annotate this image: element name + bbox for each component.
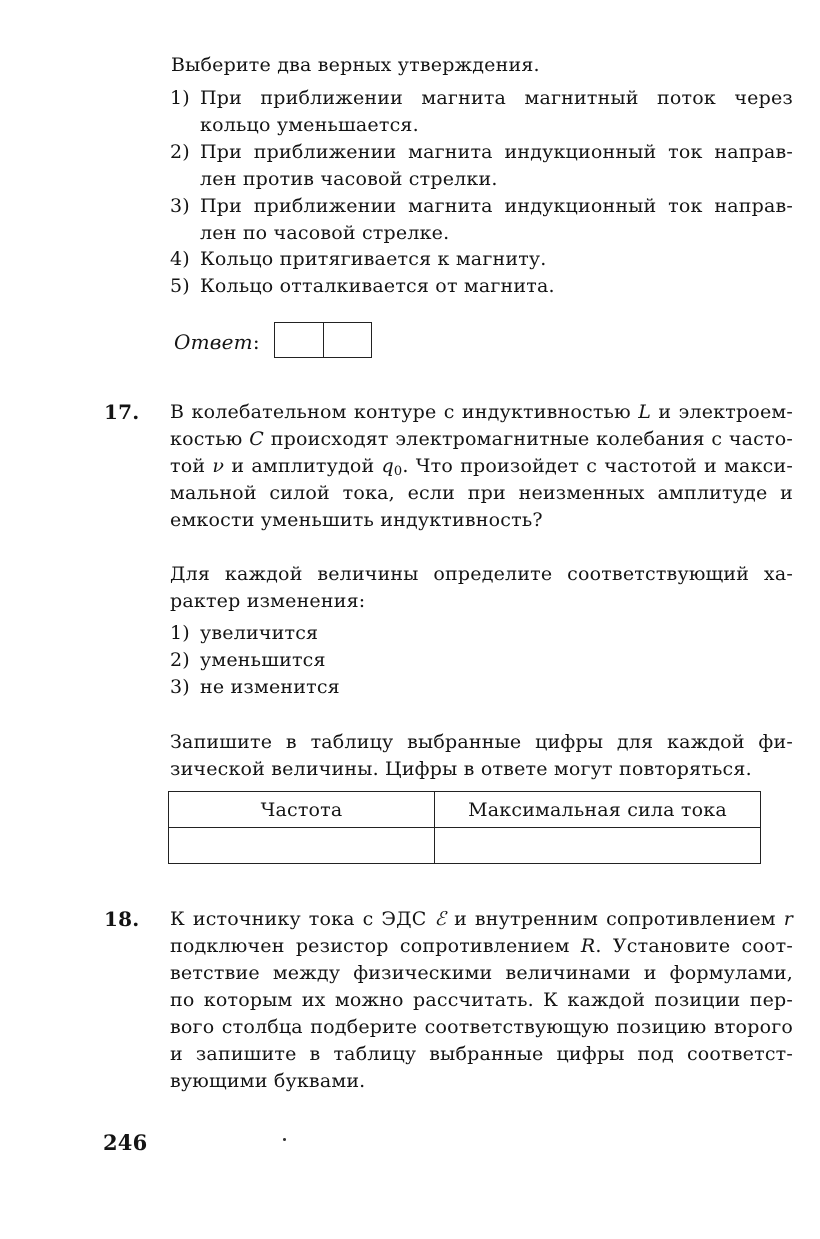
print-speck xyxy=(283,1138,286,1141)
table-header-cell: Частота xyxy=(169,792,435,828)
question-number: 17. xyxy=(104,400,140,424)
q17-text-line: емкости уменьшить индуктивность? xyxy=(170,509,543,531)
q16-option-number: 1) xyxy=(170,87,190,109)
page-number: 246 xyxy=(103,1130,148,1155)
change-option-label: уменьшится xyxy=(200,649,326,671)
q17-write-line: Запишите в таблицу выбранные цифры для каждой фи- xyxy=(170,731,793,753)
q16-option-text: лен против часовой стрелки. xyxy=(200,168,498,190)
table-answer-row xyxy=(169,828,761,864)
q17-write-line: зической величины. Цифры в ответе могут повторяться. xyxy=(170,758,752,780)
q17-text-line: той ν и амплитудой $q_0$. Что произойдет с частотой и макси- xyxy=(170,455,793,479)
answer-box[interactable] xyxy=(274,322,372,358)
q18-text-line: вующими буквами. xyxy=(170,1070,366,1092)
q16-option-number: 2) xyxy=(170,141,190,163)
q18-text-line: по которым их можно рассчитать. К каждой позиции пер- xyxy=(170,989,793,1011)
q18-text-line: К источнику тока с ЭДС ℰ и внутренним сопротивлением r xyxy=(170,908,793,930)
q17-instruction-line: рактер изменения: xyxy=(170,590,366,612)
q16-option-text: лен по часовой стрелке. xyxy=(200,222,450,244)
q16-option-text: Кольцо отталкивается от магнита. xyxy=(200,275,555,297)
q16-option-number: 4) xyxy=(170,248,190,270)
q16-option-text: кольцо уменьшается. xyxy=(200,114,419,136)
change-option-number: 3) xyxy=(170,676,190,698)
change-option-label: увеличится xyxy=(200,622,319,644)
q18-text-line: подключен резистор сопротивлением R. Установите соот- xyxy=(170,935,793,957)
table-answer-cell[interactable] xyxy=(169,828,435,864)
answer-cell[interactable] xyxy=(275,323,323,357)
change-option-label: не изменится xyxy=(200,676,340,698)
q16-option-text: При приближении магнита индукционный ток направ- xyxy=(200,195,793,217)
answer-table xyxy=(168,791,761,864)
change-option-number: 1) xyxy=(170,622,190,644)
answer-cell[interactable] xyxy=(323,323,372,357)
q16-instruction: Выберите два верных утверждения. xyxy=(171,54,540,76)
q17-text-line: мальной силой тока, если при неизменных амплитуде и xyxy=(170,482,793,504)
answer-label: Ответ: xyxy=(174,330,260,354)
q16-option-number: 3) xyxy=(170,195,190,217)
q17-text-line: В колебательном контуре с индуктивностью L и электроем- xyxy=(170,401,793,423)
q16-option-text: При приближении магнита индукционный ток направ- xyxy=(200,141,793,163)
q17-text-line: костью C происходят электромагнитные колебания с часто- xyxy=(170,428,793,450)
question-number: 18. xyxy=(104,907,140,931)
table-answer-cell[interactable] xyxy=(435,828,761,864)
q16-option-text: При приближении магнита магнитный поток через xyxy=(200,87,793,109)
q18-text-line: и запишите в таблицу выбранные цифры под соответст- xyxy=(170,1043,793,1065)
table-header-row xyxy=(169,792,761,828)
q18-text-line: вого столбца подберите соответствующую позицию второго xyxy=(170,1016,793,1038)
q17-instruction-line: Для каждой величины определите соответствующий ха- xyxy=(170,563,793,585)
change-option-number: 2) xyxy=(170,649,190,671)
q18-text-line: ветствие между физическими величинами и формулами, xyxy=(170,962,793,984)
table-header-cell: Максимальная сила тока xyxy=(435,792,761,828)
q16-option-text: Кольцо притягивается к магниту. xyxy=(200,248,547,270)
q16-option-number: 5) xyxy=(170,275,190,297)
